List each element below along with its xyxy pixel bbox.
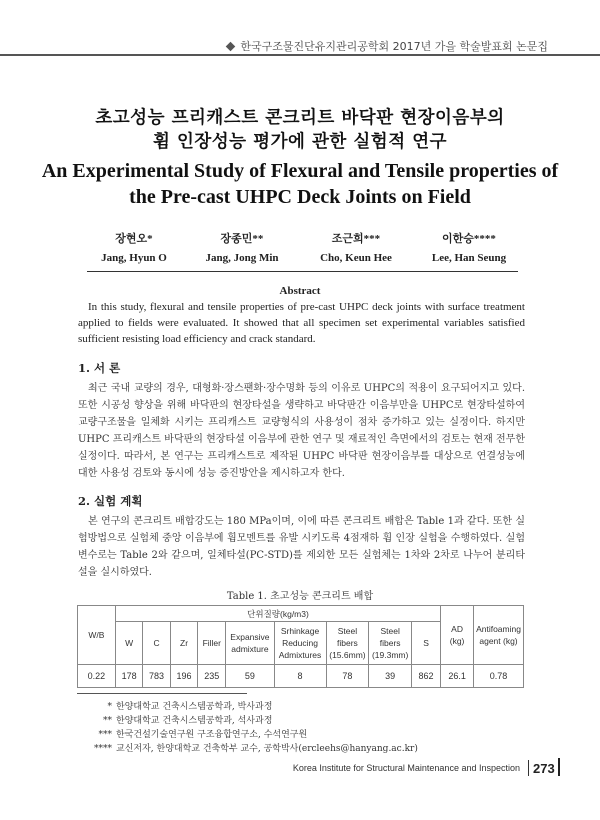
footnote-2	[88, 713, 272, 726]
col-c-header: C	[143, 622, 170, 665]
col-steel-fiber-15-header: Steel fibers (15.6mm)	[326, 622, 369, 665]
author-1-english: Jang, Hyun O	[101, 252, 167, 264]
cell-shrinkage: 8	[274, 665, 326, 688]
diamond-bullet-icon	[226, 42, 236, 52]
abstract-heading: Abstract	[279, 285, 321, 297]
footer-organization: Korea Institute for Structural Maintenance and Inspection	[292, 763, 520, 773]
footnote-4-mark: ****	[94, 744, 112, 754]
cell-expansive: 59	[226, 665, 274, 688]
footnote-divider	[77, 693, 247, 694]
col-s-header: S	[412, 622, 441, 665]
abstract-body: In this study, flexural and tensile properties of pre-cast UHPC deck joints with surface treatment applied to fields were evaluated. It showed that all specimen set experimental variables satisfied sufficient resisting load efficiency and crack standard.	[78, 301, 525, 345]
header-rule	[0, 54, 600, 56]
footer-edge-mark	[558, 758, 560, 776]
running-header-text: 한국구조물진단유지관리공학회 2017년 가을 학술발표회 논문집	[240, 40, 548, 53]
footnote-1	[88, 699, 272, 712]
col-wb-header: W/B	[78, 606, 116, 665]
author-4-english: Lee, Han Seung	[431, 252, 507, 264]
korean-title-line-1: 초고성능 프리캐스트 콘크리트 바닥판 현장이음부의	[95, 108, 505, 128]
author-2-korean: 장종민**	[220, 233, 264, 245]
col-steel-fiber-19-header: Steel fibers (19.3mm)	[369, 622, 412, 665]
author-2-english: Jang, Jong Min	[205, 252, 279, 264]
footnote-3-mark: ***	[98, 730, 112, 740]
table-1-caption: Table 1. 초고성능 콘크리트 배합	[226, 591, 374, 602]
english-title-line-2: the Pre-cast UHPC Deck Joints on Field	[129, 186, 471, 208]
cell-ad: 26.1	[441, 665, 474, 688]
author-3-english: Cho, Keun Hee	[320, 252, 392, 264]
cell-steel-fiber-19: 39	[369, 665, 412, 688]
col-shrinkage-header: Srhinkage Reducing Admixtures	[274, 622, 326, 665]
col-expansive-header: Expansive admixture	[226, 622, 274, 665]
footnote-3	[88, 727, 307, 740]
col-zr-header: Zr	[170, 622, 197, 665]
author-divider	[87, 271, 518, 272]
section-1-heading: 1. 서 론	[78, 361, 121, 375]
cell-zr: 196	[170, 665, 197, 688]
cell-c: 783	[143, 665, 170, 688]
author-4-korean: 이한승****	[442, 233, 496, 245]
footnote-1-text: 한양대학교 건축시스템공학과, 박사과정	[116, 702, 273, 712]
section-2-body: 본 연구의 콘크리트 배합강도는 180 MPa이며, 이에 따른 콘크리트 배합은 Table 1과 같다. 또한 실험방법으로 실험체 중앙 이음부에 휨모멘트를 유발 시키도록 4점재하 휨 인장 실험을 수행하였다. 실험변수로는 Table 2와 같으며, 일체타설(PC-STD)를 제외한 모든 실험체는 1차와 2차로 나누어 분리타설을 실시하였다.	[78, 516, 525, 578]
cell-antifoaming: 0.78	[474, 665, 524, 688]
footnote-4-text: 교신저자, 한양대학교 건축학부 교수, 공학박사(ercleehs@hanyang.ac.kr)	[116, 744, 418, 754]
unit-mass-header: 단위질량(kg/m3)	[115, 606, 440, 622]
col-ad-header: AD (kg)	[441, 606, 474, 665]
footer-divider	[528, 760, 529, 776]
section-1-body: 최근 국내 교량의 경우, 대형화·장스팬화·장수명화 등의 이유로 UHPC의 적용이 요구되어지고 있다. 또한 시공성 향상을 위해 바닥판의 현장타설을 생략하고 바닥판간 이음부만을 UHPC로 현장타설하여 교량구조물을 일체화 시키는 프리캐스트 교량형식의 사용성이 점차 증가하고 있는 실정이다. 하지만 UHPC 프리캐스트 바닥판의 현장타설 이음부에 관한 연구 및 재료적인 측면에서의 검토는 현재 전무한 실정이다. 따라서, 본 연구는 프리캐스트로 제작된 UHPC 바닥판 현장이음부를 대상으로 연결성능에 대한 사용성 검토와 동시에 성능 증진방안을 제시하고자 한다.	[78, 383, 525, 479]
english-title-line-1: An Experimental Study of Flexural and Tensile properties of	[41, 160, 559, 182]
cell-w: 178	[115, 665, 142, 688]
author-4	[399, 230, 539, 268]
col-w-header: W	[115, 622, 142, 665]
footnote-2-text: 한양대학교 건축시스템공학과, 석사과정	[116, 716, 273, 726]
author-3-korean: 조근희***	[331, 233, 381, 245]
cell-filler: 235	[198, 665, 226, 688]
footnote-3-text: 한국건설기술연구원 구조융합연구소, 수석연구원	[116, 730, 308, 740]
table-row	[78, 665, 524, 688]
author-1-korean: 장현오*	[115, 233, 153, 245]
running-header	[226, 38, 548, 54]
section-2-heading: 2. 실험 계획	[78, 494, 143, 508]
col-antifoaming-header: Antifoaming agent (kg)	[474, 606, 524, 665]
page-number: 273	[533, 761, 555, 776]
footnote-2-mark: **	[103, 716, 112, 726]
korean-title-line-2: 휨 인장성능 평가에 관한 실험적 연구	[152, 132, 448, 152]
cell-steel-fiber-15: 78	[326, 665, 369, 688]
footnote-4	[88, 741, 418, 754]
footnote-1-mark: *	[107, 702, 112, 712]
mix-proportion-table	[77, 605, 524, 688]
cell-s: 862	[412, 665, 441, 688]
col-filler-header: Filler	[198, 622, 226, 665]
cell-wb: 0.22	[78, 665, 116, 688]
